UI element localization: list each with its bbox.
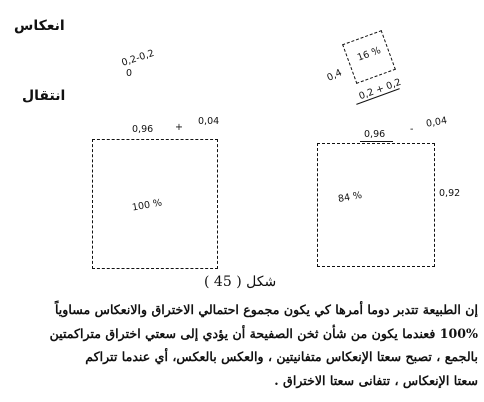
left-top-plus: + [175,122,183,133]
paragraph-line: 100% فعندما يكون من شأن ثخن الصفيحة أن يؤدي إلى سعتي اختراق متراكمتين [49,325,478,341]
left-small-top-value: 0,2-0,2 [120,47,156,69]
right-top-value-a: 0,96 [364,129,386,140]
paragraph-line: سعتا الإنعكاس ، تتفانى سعتا الاختراق . [274,372,478,388]
right-top-minus: - [410,124,414,135]
left-box-value: 100 % [131,197,163,214]
left-small-bottom-value: 0 [126,68,133,79]
reflection-label: انعكاس [14,18,65,34]
rotated-side-value: 0,4 [325,67,344,84]
paragraph-line: بالجمع ، تصبح سعتا الإنعكاس متفانيتين ، والعكس بالعكس، أي عندما تتراكم [85,349,478,364]
left-large-box [92,139,218,269]
right-side-value: 0,92 [439,188,461,199]
transmission-label: انتقال [22,88,66,104]
left-top-value-a: 0,96 [132,124,154,135]
body-paragraph [8,298,478,392]
right-large-box [317,143,435,267]
left-top-value-b: 0,04 [198,116,220,127]
right-top-value-b: 0,04 [425,115,448,130]
paragraph-line: إن الطبيعة تتدبر دوما أمرها كي يكون مجموع احتمالي الاختراق والانعكاس مساوياً [54,302,478,317]
right-top-underline [360,141,393,142]
right-box-value: 84 % [337,189,363,206]
rotated-box [342,30,396,84]
rotated-bottom-value: 0,2 + 0,2 [357,76,403,103]
rotated-box-value: 16 % [355,44,383,64]
figure-caption: شكل ( 45 ) [204,274,277,290]
